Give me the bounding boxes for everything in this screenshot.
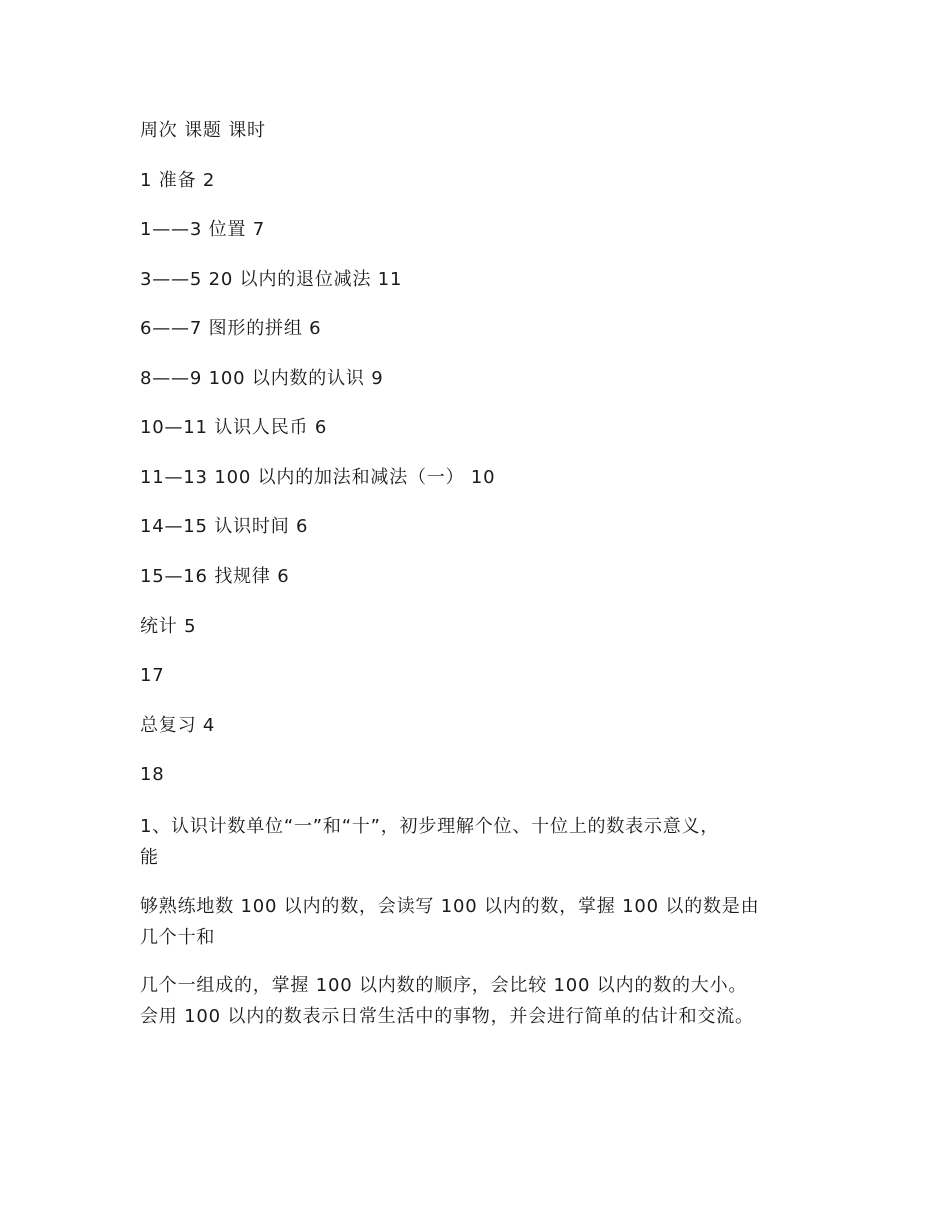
schedule-row: 14—15 认识时间 6 bbox=[140, 516, 309, 537]
goal-paragraph-line: 会用 100 以内的数表示日常生活中的事物，并会进行简单的估计和交流。 bbox=[140, 1006, 754, 1027]
schedule-header: 周次 课题 课时 bbox=[140, 120, 266, 141]
schedule-row: 统计 5 bbox=[140, 616, 197, 637]
schedule-row: 10—11 认识人民币 6 bbox=[140, 417, 328, 438]
goal-paragraph-line: 1、认识计数单位“一”和“十”，初步理解个位、十位上的数表示意义， bbox=[140, 816, 720, 837]
schedule-row: 总复习 4 bbox=[140, 715, 216, 736]
schedule-row: 8——9 100 以内数的认识 9 bbox=[140, 368, 384, 389]
schedule-row: 18 bbox=[140, 764, 165, 785]
goal-paragraph bbox=[140, 811, 830, 873]
schedule-row: 11—13 100 以内的加法和减法（一） 10 bbox=[140, 467, 496, 488]
goal-paragraph bbox=[140, 891, 830, 953]
schedule-row: 3——5 20 以内的退位减法 11 bbox=[140, 269, 403, 290]
schedule-row: 1 准备 2 bbox=[140, 170, 216, 191]
goal-paragraph-line: 几个一组成的，掌握 100 以内数的顺序，会比较 100 以内的数的大小。 bbox=[140, 975, 748, 996]
schedule-row: 15—16 找规律 6 bbox=[140, 566, 290, 587]
goal-paragraph-line: 能 bbox=[140, 847, 159, 868]
goal-paragraph bbox=[140, 970, 830, 1032]
goal-paragraph-line: 够熟练地数 100 以内的数，会读写 100 以内的数，掌握 100 以的数是由 bbox=[140, 896, 760, 917]
schedule-row: 17 bbox=[140, 665, 165, 686]
goal-paragraph-line: 几个十和 bbox=[140, 927, 216, 948]
schedule-row: 1——3 位置 7 bbox=[140, 219, 265, 240]
schedule-row: 6——7 图形的拼组 6 bbox=[140, 318, 322, 339]
